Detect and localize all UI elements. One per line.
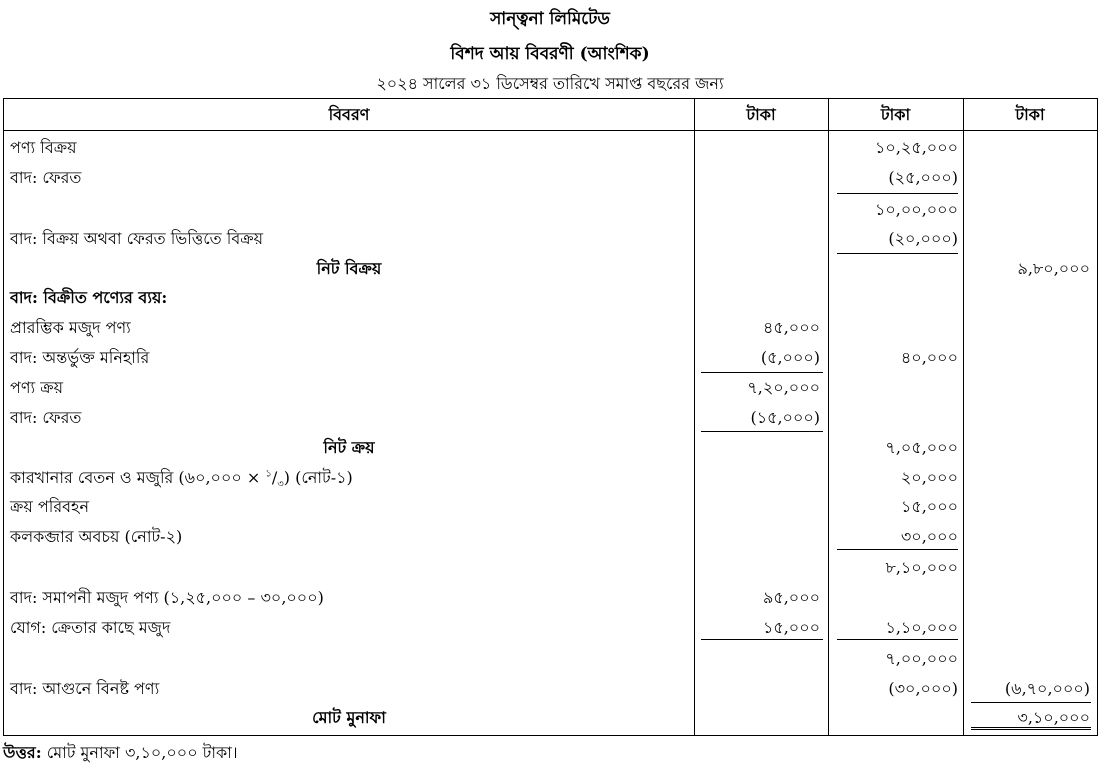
- column-header-amount-1: টাকা: [746, 105, 776, 124]
- row-description: প্রারম্ভিক মজুদ পণ্য: [10, 318, 131, 337]
- row-description: কারখানার বেতন ও মজুরি (৬০,০০০ × $^১/_৩$) (নোট-১): [10, 468, 353, 491]
- row-amount-2: (২০,০০০): [888, 229, 958, 248]
- table-row: [4, 520, 1097, 550]
- table-row: [4, 431, 1097, 461]
- statement-period: ২০২৪ সালের ৩১ ডিসেম্বর তারিখে সমাপ্ত বছরের জন্য: [376, 74, 724, 93]
- table-row: [4, 193, 1097, 223]
- statement-title: বিশদ আয় বিবরণী (আংশিক): [450, 44, 650, 64]
- row-amount-1: ৭,২০,০০০: [747, 378, 820, 397]
- row-amount-1: ৯৫,০০০: [762, 588, 820, 607]
- row-description: নিট বিক্রয়: [316, 259, 382, 278]
- row-amount-3: ৩,১০,০০০: [1017, 708, 1090, 727]
- table-row: [4, 642, 1097, 672]
- row-amount-2: ৪০,০০০: [900, 348, 958, 367]
- subtotal-underline: [837, 549, 958, 550]
- row-amount-2: ১০,২৫,০০০: [875, 138, 958, 157]
- table-row: [4, 252, 1097, 282]
- row-amount-1: (৫,০০০): [760, 348, 820, 367]
- answer-line: [3, 740, 238, 767]
- row-description: বাদ: সমাপনী মজুদ পণ্য (১,২৫,০০০ – ৩০,০০০): [10, 588, 324, 607]
- column-header-amount-3: টাকা: [1015, 105, 1045, 124]
- subtotal-underline: [837, 639, 958, 640]
- row-amount-2: ৮,১০,০০০: [885, 558, 958, 577]
- answer-text: মোট মুনাফা ৩,১০,০০০ টাকা।: [41, 743, 238, 762]
- row-description: বাদ: বিক্রীত পণ্যের ব্যয়:: [10, 288, 168, 307]
- row-amount-3: (৬,৭০,০০০): [1004, 679, 1090, 698]
- row-amount-2: ১,১০,০০০: [885, 618, 958, 637]
- table-row: [4, 131, 1097, 161]
- row-description: বাদ: ফেরত: [10, 168, 82, 187]
- table-row: [4, 161, 1097, 191]
- column-header-amount-2: টাকা: [880, 105, 911, 124]
- row-description: মোট মুনাফা: [312, 708, 386, 727]
- subtotal-underline: [701, 639, 823, 640]
- answer-label: উত্তর:: [3, 743, 42, 762]
- table-row: [4, 672, 1097, 702]
- table-row: [4, 281, 1097, 311]
- company-name: সান্ত্বনা লিমিটেড: [490, 9, 610, 29]
- row-amount-2: ৭,০৫,০০০: [885, 438, 958, 457]
- table-row: [4, 490, 1097, 520]
- row-amount-2: ১০,০০,০০০: [875, 200, 958, 219]
- row-amount-2: ৩০,০০০: [900, 527, 958, 546]
- table-row: [4, 311, 1097, 341]
- table-row: [4, 371, 1097, 401]
- row-description: পণ্য ক্রয়: [10, 378, 64, 397]
- row-description: যোগ: ক্রেতার কাছে মজুদ: [10, 618, 171, 637]
- row-amount-1: ৪৫,০০০: [762, 318, 820, 337]
- row-description: বাদ: অন্তর্ভুক্ত মনিহারি: [10, 348, 150, 367]
- row-description: কলকব্জার অবচয় (নোট-২): [10, 527, 183, 546]
- row-description: পণ্য বিক্রয়: [10, 138, 77, 157]
- row-amount-2: ১৫,০০০: [900, 497, 958, 516]
- table-row: [4, 341, 1097, 371]
- table-row: [4, 551, 1097, 581]
- column-header-particulars: বিবরণ: [328, 105, 370, 124]
- row-description: নিট ক্রয়: [323, 438, 375, 457]
- table-row: [4, 611, 1097, 641]
- row-amount-1: (১৫,০০০): [750, 408, 820, 427]
- table-row: [4, 222, 1097, 252]
- row-description: বাদ: ফেরত: [10, 408, 82, 427]
- row-amount-3: ৯,৮০,০০০: [1017, 259, 1090, 278]
- table-row: [4, 401, 1097, 431]
- row-amount-2: ৭,০০,০০০: [885, 649, 958, 668]
- income-statement-table: [3, 98, 1098, 736]
- table-row: [4, 701, 1097, 731]
- row-description: বাদ: আগুনে বিনষ্ট পণ্য: [10, 679, 160, 698]
- row-description: বাদ: বিক্রয় অথবা ফেরত ভিত্তিতে বিক্রয়: [10, 229, 264, 248]
- total-double-underline: [971, 727, 1091, 730]
- table-row: [4, 461, 1097, 491]
- row-amount-2: (৩০,০০০): [888, 679, 958, 698]
- table-row: [4, 581, 1097, 611]
- row-amount-2: (২৫,০০০): [888, 168, 958, 187]
- row-description: ক্রয় পরিবহন: [10, 497, 89, 516]
- row-amount-2: ২০,০০০: [900, 468, 958, 487]
- row-amount-1: ১৫,০০০: [762, 618, 820, 637]
